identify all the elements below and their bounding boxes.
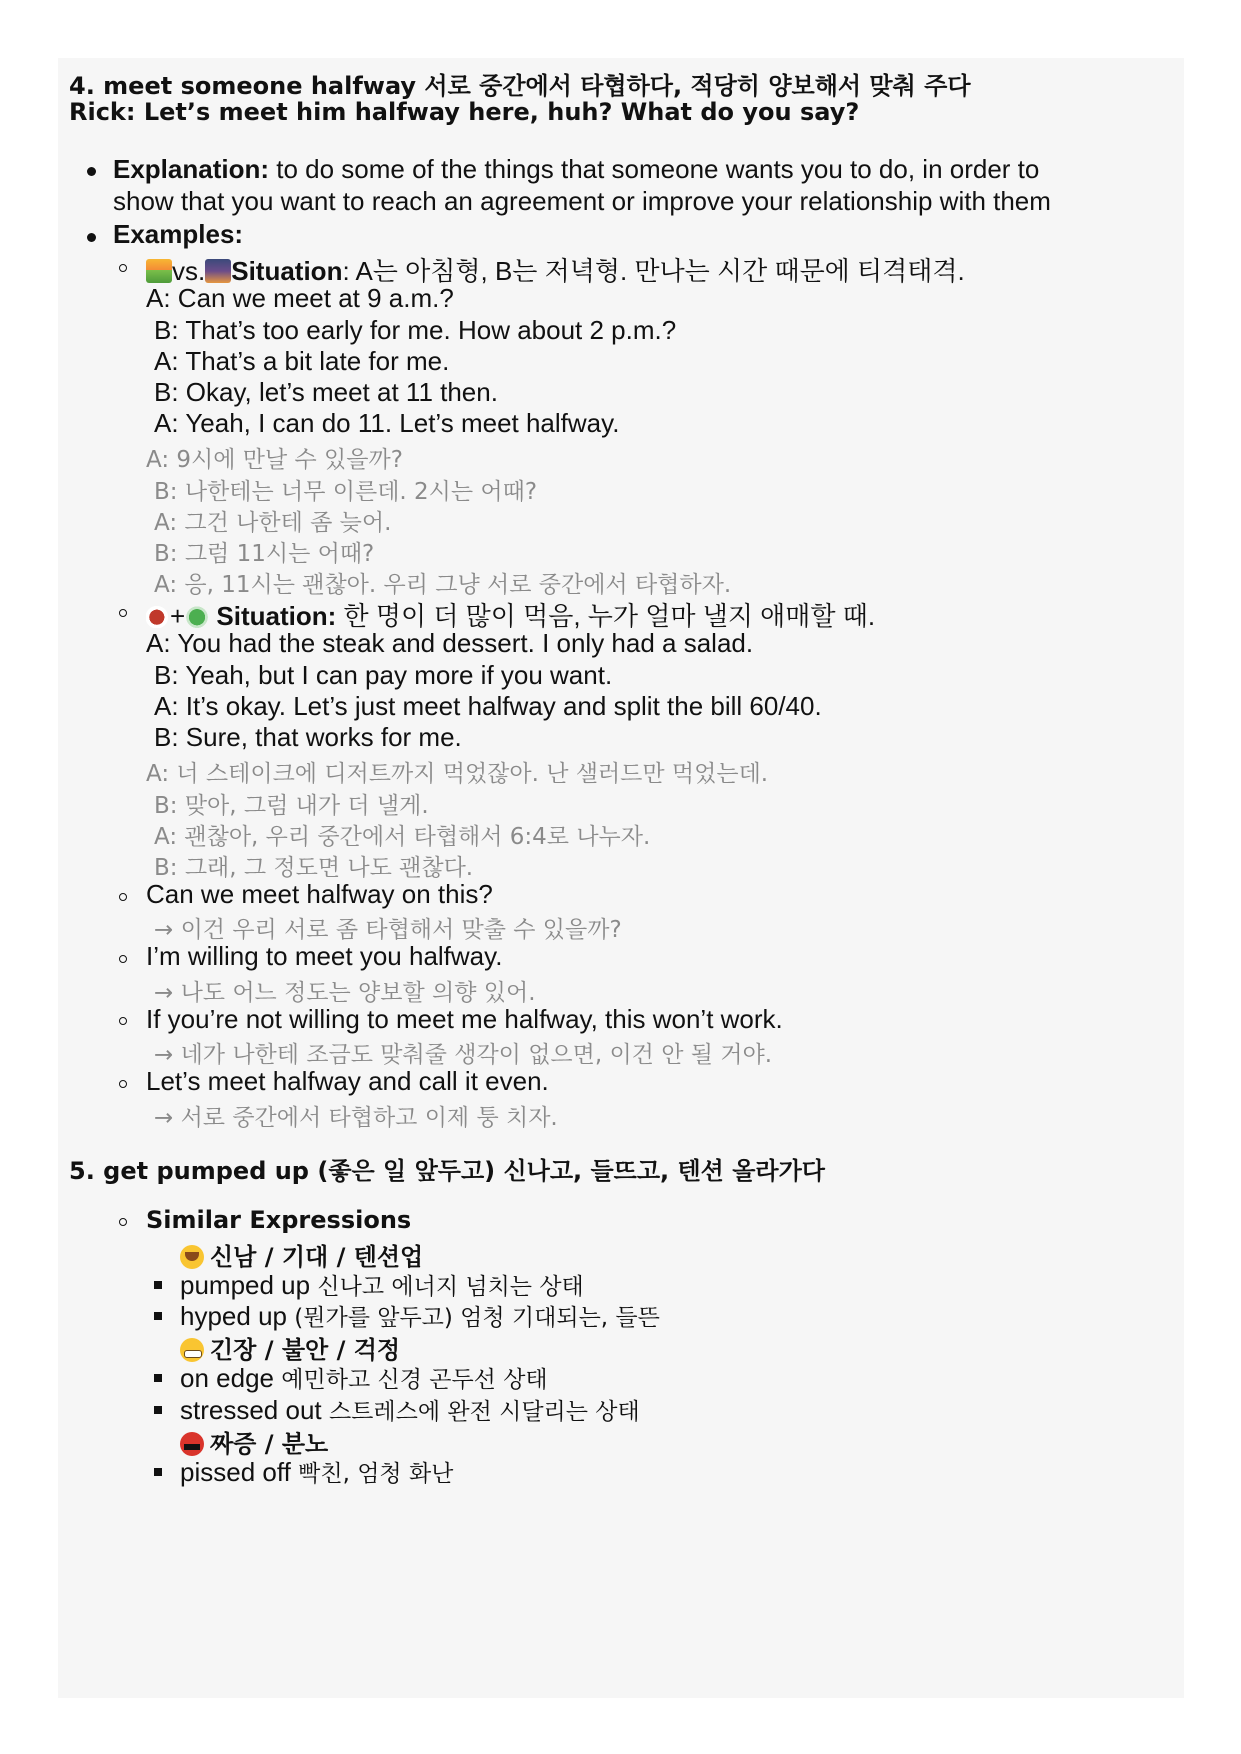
explanation-continued: show that you want to reach an agreement or improve your relationship with them [113,186,1051,216]
sub-bullet [119,609,127,617]
dialog-line: A: Yeah, I can do 11. Let’s meet halfway. [154,408,620,438]
explanation [113,154,1039,185]
square-bullet [154,1374,162,1382]
square-bullet [154,1312,162,1320]
group-heading-text: 긴장 / 불안 / 걱정 [210,1336,401,1364]
expression-english: pumped up [180,1270,311,1300]
situation-text: 한 명이 더 많이 먹음, 누가 얼마 낼지 애매할 때. [336,601,876,631]
sub-bullet [119,264,127,272]
steak-icon [146,604,170,628]
dialog-line: B: Okay, let’s meet at 11 then. [154,377,498,407]
sunrise-icon [146,259,172,283]
expression-item [180,1455,453,1488]
korean-line: B: 그래, 그 정도면 나도 괜찮다. [154,855,474,881]
expression-korean: 스트레스에 완전 시달리는 상태 [321,1399,640,1425]
square-bullet [154,1281,162,1289]
expression-english: stressed out [180,1395,322,1425]
korean-line: B: 맞아, 그럼 내가 더 낼게. [154,793,429,819]
group-heading [180,1237,423,1272]
bullet [87,167,96,176]
phrase-english: I’m willing to meet you halfway. [146,941,503,971]
salad-icon [185,604,209,628]
phrase-korean: → 이건 우리 서로 좀 타협해서 맞출 수 있을까? [154,917,622,943]
phrase-english: If you’re not willing to meet me halfway, this won’t work. [146,1004,783,1034]
expression-korean: (뭔가를 앞두고) 엄청 기대되는, 들뜬 [286,1305,660,1331]
group-heading [180,1330,400,1365]
explanation-text: to do some of the things that someone wants you to do, in order to [269,154,1040,184]
dialog-line: A: You had the steak and dessert. I only had a salad. [146,628,754,658]
expression-korean: 예민하고 신경 곤두선 상태 [273,1367,548,1393]
cursing-face-icon [180,1432,204,1456]
sub-bullet [119,893,127,901]
expression-korean: 신나고 에너지 넘치는 상태 [310,1274,584,1300]
sub-bullet [119,1017,127,1025]
phrase-korean: → 서로 중간에서 타협하고 이제 퉁 치자. [154,1105,558,1131]
expression-item [180,1299,660,1332]
square-bullet [154,1468,162,1476]
korean-line: A: 괜찮아, 우리 중간에서 타협해서 6:4로 나누자. [154,824,651,850]
similar-expressions-label: Similar Expressions [146,1206,412,1234]
expression-english: pissed off [180,1457,291,1487]
dialog-line: A: It’s okay. Let’s just meet halfway and split the bill 60/40. [154,691,822,721]
section-4-quote: Rick: Let’s meet him halfway here, huh? What do you say? [69,98,860,126]
expression-english: on edge [180,1363,274,1393]
group-heading-text: 신남 / 기대 / 텐션업 [210,1243,424,1271]
grinning-squint-face-icon [180,1245,204,1269]
korean-line: A: 9시에 만날 수 있을까? [146,447,403,473]
phrase-english: Can we meet halfway on this? [146,879,493,909]
korean-line: B: 나한테는 너무 이른데. 2시는 어때? [154,479,538,505]
sub-bullet [119,1080,127,1088]
phrase-korean: → 나도 어느 정도는 양보할 의향 있어. [154,980,536,1006]
dialog-line: B: Yeah, but I can pay more if you want. [154,660,613,690]
korean-line: A: 너 스테이크에 디저트까지 먹었잖아. 난 샐러드만 먹었는데. [146,761,769,787]
expression-item [180,1393,640,1426]
bullet [87,233,96,242]
sub-bullet [119,955,127,963]
group-heading-text: 짜증 / 분노 [210,1430,329,1458]
dialog-line: B: That’s too early for me. How about 2 p.m.? [154,315,677,345]
section-5-title: 5. get pumped up (좋은 일 앞두고) 신나고, 들뜨고, 텐션 올라가다 [69,1157,825,1185]
dialog-line: B: Sure, that works for me. [154,722,462,752]
situation-text: : A는 아침형, B는 저녁형. 만나는 시간 때문에 티격태격. [342,256,965,286]
expression-korean: 빡친, 엄청 화난 [290,1461,454,1487]
korean-line: A: 그건 나한테 좀 늦어. [154,510,392,536]
plus-text: + [170,601,186,631]
situation-label: Situation: [216,601,337,631]
section-4-title: 4. meet someone halfway 서로 중간에서 타협하다, 적당히 양보해서 맞춰 주다 [69,72,971,100]
expression-item [180,1361,548,1394]
expression-item [180,1268,584,1301]
square-bullet [154,1406,162,1414]
expression-english: hyped up [180,1301,287,1331]
korean-line: B: 그럼 11시는 어때? [154,541,375,567]
sub-bullet [119,1218,127,1226]
dialog-line: A: That’s a bit late for me. [154,346,450,376]
group-heading [180,1424,328,1459]
korean-line: A: 응, 11시는 괜찮아. 우리 그냥 서로 중간에서 타협하자. [154,572,732,598]
phrase-korean: → 네가 나한테 조금도 맞춰줄 생각이 없으면, 이건 안 될 거야. [154,1042,773,1068]
city-dusk-icon [205,259,231,283]
vs-text: vs. [172,256,206,286]
grimacing-face-icon [180,1338,204,1362]
examples-label: Examples: [113,219,244,249]
phrase-english: Let’s meet halfway and call it even. [146,1066,549,1096]
explanation-label: Explanation: [113,154,270,184]
situation-label: Situation [231,256,343,286]
dialog-line: A: Can we meet at 9 a.m.? [146,283,454,313]
